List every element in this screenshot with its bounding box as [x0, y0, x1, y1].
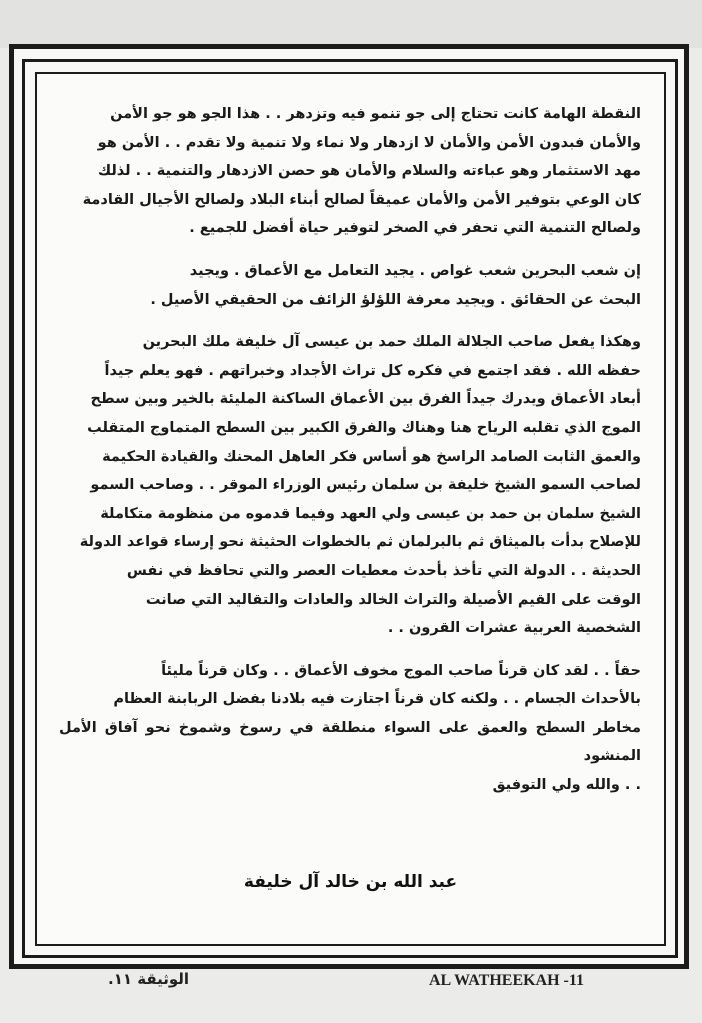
- page-border-outer: [9, 44, 689, 969]
- paragraph-3: وهكذا يفعل صاحب الجلالة الملك حمد بن عيسى آل خليفة ملك البحرين حفظه الله . فقد اجتمع في فكره كل تراث الأجداد وخبراتهم . فهو يعلم جيداً أبعاد الأعماق ويدرك جيداً الفرق بين الأعماق الساكنة المليئة بالخير وبين سطح الموج الذي تقلبه الرياح هنا وهناك والفرق الكبير بين السطح المتماوج المتقلب والعمق الثابت الصامد الراسخ هو أساس فكر العاهل المحنك والقيادة الحكيمة لصاحب السمو الشيخ خليفة بن سلمان رئيس الوزراء الموقر . . وصاحب السمو الشيخ سلمان بن حمد بن عيسى ولي العهد وفيما قدموه من منظومة متكاملة للإصلاح بدأت بالميثاق ثم بالبرلمان ثم بالخطوات الحثيثة نحو إرساء قواعد الدولة الحديثة . . الدولة التي تأخذ بأحدث معطيات العصر والتي تحافظ في نفس الوقت على القيم الأصيلة والتراث الخالد والعادات والتقاليد التي صانت الشخصية العربية عشرات القرون . .: [79, 334, 641, 637]
- footer-page-label-arabic: الوثيقة ١١.: [108, 970, 190, 988]
- paragraph-1: النقطة الهامة كانت تحتاج إلى جو تنمو فيه وتزدهر . . هذا الجو هو جو الأمن والأمان فبدون الأمن والأمان لا ازدهار ولا نماء ولا تنمية ولا تقدم . . الأمن هو مهد الاستثمار وهو عباءته والسلام والأمان هو حصن الازدهار والتنمية . . لذلك كان الوعي بتوفير الأمن والأمان عميقاً لصالح أبناء البلاد ولصالح الأجيال القادمة ولصالح التنمية التي تحفر في الصخر لتوفير حياة أفضل للجميع .: [82, 106, 641, 237]
- page-border-middle: [22, 59, 678, 958]
- page-border-inner: [35, 72, 666, 946]
- page-top-strip: [0, 0, 702, 48]
- footer-page-label-english: AL WATHEEKAH -11: [429, 972, 584, 989]
- paragraph-4: حقاً . . لقد كان قرناً صاحب الموج مخوف الأعماق . . وكان قرناً مليئاً بالأحداث الجسام . . ولكنه كان قرناً اجتازت فيه بلادنا بفضل الربابنة العظام مخاطر السطح والعمق على السواء منطلقة في رسوخ وشموخ نحو آفاق الأمل المنشود . . والله ولي التوفيق: [59, 662, 641, 794]
- article-body: [59, 100, 641, 814]
- paragraph-2: إن شعب البحرين شعب غواص . يجيد التعامل مع الأعماق . ويجيد البحث عن الحقائق . ويجيد معرفة اللؤلؤ الزائف من الحقيقي الأصيل .: [150, 262, 641, 308]
- author-signature: عبد الله بن خالد آل خليفة: [243, 872, 458, 892]
